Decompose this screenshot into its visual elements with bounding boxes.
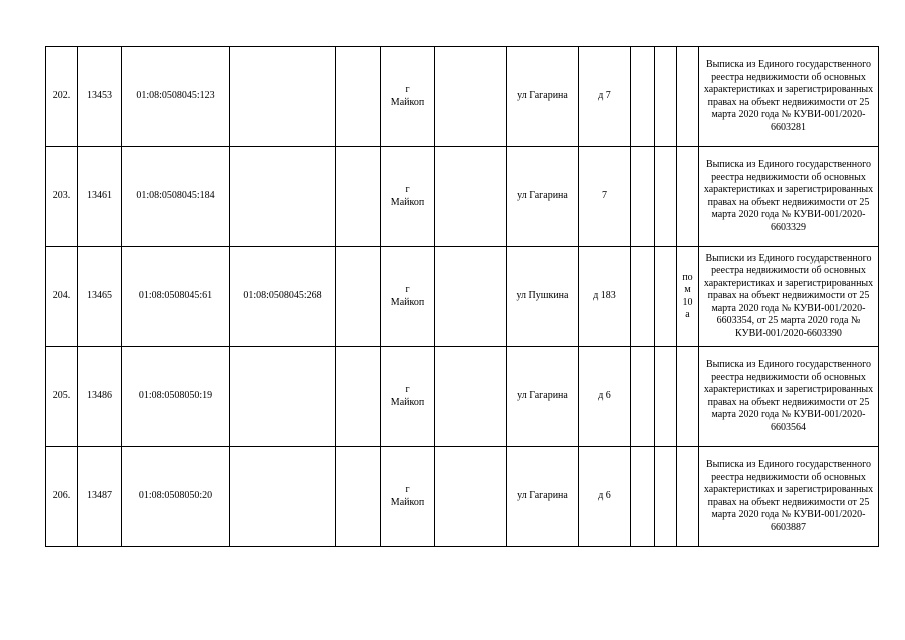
empty-cell: [655, 47, 677, 147]
object-id: 13487: [78, 447, 122, 547]
table-row: [46, 447, 879, 547]
street: ул Пушкина: [507, 247, 579, 347]
object-id: 13465: [78, 247, 122, 347]
table-row: [46, 47, 879, 147]
settlement-name: Майкоп: [390, 396, 425, 408]
row-number: 203.: [46, 147, 78, 247]
room-number: [677, 47, 699, 147]
cadastral-number: 01:08:0508050:19: [122, 347, 230, 447]
street: ул Гагарина: [507, 47, 579, 147]
empty-cell: [336, 147, 381, 247]
room-number: [677, 147, 699, 247]
row-number: 205.: [46, 347, 78, 447]
settlement-type: г: [405, 184, 410, 195]
cadastral-number-2: [230, 47, 336, 147]
house-number: д 6: [579, 447, 631, 547]
empty-cell: [435, 147, 507, 247]
object-id: 13461: [78, 147, 122, 247]
empty-cell: [336, 47, 381, 147]
house-number: д 7: [579, 47, 631, 147]
object-id: 13453: [78, 47, 122, 147]
empty-cell: [336, 347, 381, 447]
settlement-cell: [381, 447, 435, 547]
empty-cell: [631, 447, 655, 547]
table-row: [46, 347, 879, 447]
registry-table: [45, 46, 879, 547]
settlement-cell: [381, 247, 435, 347]
house-number: 7: [579, 147, 631, 247]
empty-cell: [435, 47, 507, 147]
cadastral-number: 01:08:0508045:123: [122, 47, 230, 147]
empty-cell: [655, 147, 677, 247]
empty-cell: [631, 247, 655, 347]
empty-cell: [336, 247, 381, 347]
room-number-part: м: [684, 284, 691, 295]
document-reference: Выписка из Единого государственного реестра недвижимости об основных характеристиках и зарегистрированных правах на объект недвижимости от 25 марта 2020 года № КУВИ-001/2020-6603281: [699, 47, 879, 147]
settlement-name: Майкоп: [390, 496, 425, 508]
document-reference: Выписка из Единого государственного реестра недвижимости об основных характеристиках и зарегистрированных правах на объект недвижимости от 25 марта 2020 года № КУВИ-001/2020-6603887: [699, 447, 879, 547]
document-reference: Выписка из Единого государственного реестра недвижимости об основных характеристиках и зарегистрированных правах на объект недвижимости от 25 марта 2020 года № КУВИ-001/2020-6603564: [699, 347, 879, 447]
street: ул Гагарина: [507, 147, 579, 247]
row-number: 206.: [46, 447, 78, 547]
street: ул Гагарина: [507, 347, 579, 447]
settlement-type: г: [405, 84, 410, 95]
room-number: [677, 347, 699, 447]
empty-cell: [336, 447, 381, 547]
object-id: 13486: [78, 347, 122, 447]
room-number-part: а: [685, 309, 690, 320]
document-reference: Выписки из Единого государственного реестра недвижимости об основных характеристиках и зарегистрированных правах на объект недвижимости от 25 марта 2020 года № КУВИ-001/2020-6603354, от 25 марта 2020 года № КУВИ-001/2020-6603390: [699, 247, 879, 347]
room-number: [677, 447, 699, 547]
room-number-part: 10: [682, 296, 693, 308]
empty-cell: [655, 447, 677, 547]
settlement-cell: [381, 347, 435, 447]
cadastral-number-2: [230, 447, 336, 547]
settlement-type: г: [405, 284, 410, 295]
settlement-name: Майкоп: [390, 196, 425, 208]
table-row: [46, 147, 879, 247]
row-number: 202.: [46, 47, 78, 147]
empty-cell: [435, 447, 507, 547]
room-number: [677, 247, 699, 347]
empty-cell: [655, 247, 677, 347]
settlement-cell: [381, 147, 435, 247]
settlement-type: г: [405, 384, 410, 395]
empty-cell: [631, 47, 655, 147]
cadastral-number: 01:08:0508050:20: [122, 447, 230, 547]
empty-cell: [655, 347, 677, 447]
cadastral-number: 01:08:0508045:61: [122, 247, 230, 347]
house-number: д 6: [579, 347, 631, 447]
settlement-cell: [381, 47, 435, 147]
settlement-name: Майкоп: [390, 96, 425, 108]
settlement-type: г: [405, 484, 410, 495]
cadastral-number-2: 01:08:0508045:268: [230, 247, 336, 347]
empty-cell: [631, 147, 655, 247]
cadastral-number-2: [230, 147, 336, 247]
registry-rows: [46, 47, 879, 547]
cadastral-number-2: [230, 347, 336, 447]
empty-cell: [631, 347, 655, 447]
cadastral-number: 01:08:0508045:184: [122, 147, 230, 247]
empty-cell: [435, 347, 507, 447]
street: ул Гагарина: [507, 447, 579, 547]
settlement-name: Майкоп: [390, 296, 425, 308]
house-number: д 183: [579, 247, 631, 347]
room-number-part: по: [682, 271, 693, 283]
row-number: 204.: [46, 247, 78, 347]
empty-cell: [435, 247, 507, 347]
table-row: [46, 247, 879, 347]
document-reference: Выписка из Единого государственного реестра недвижимости об основных характеристиках и зарегистрированных правах на объект недвижимости от 25 марта 2020 года № КУВИ-001/2020-6603329: [699, 147, 879, 247]
